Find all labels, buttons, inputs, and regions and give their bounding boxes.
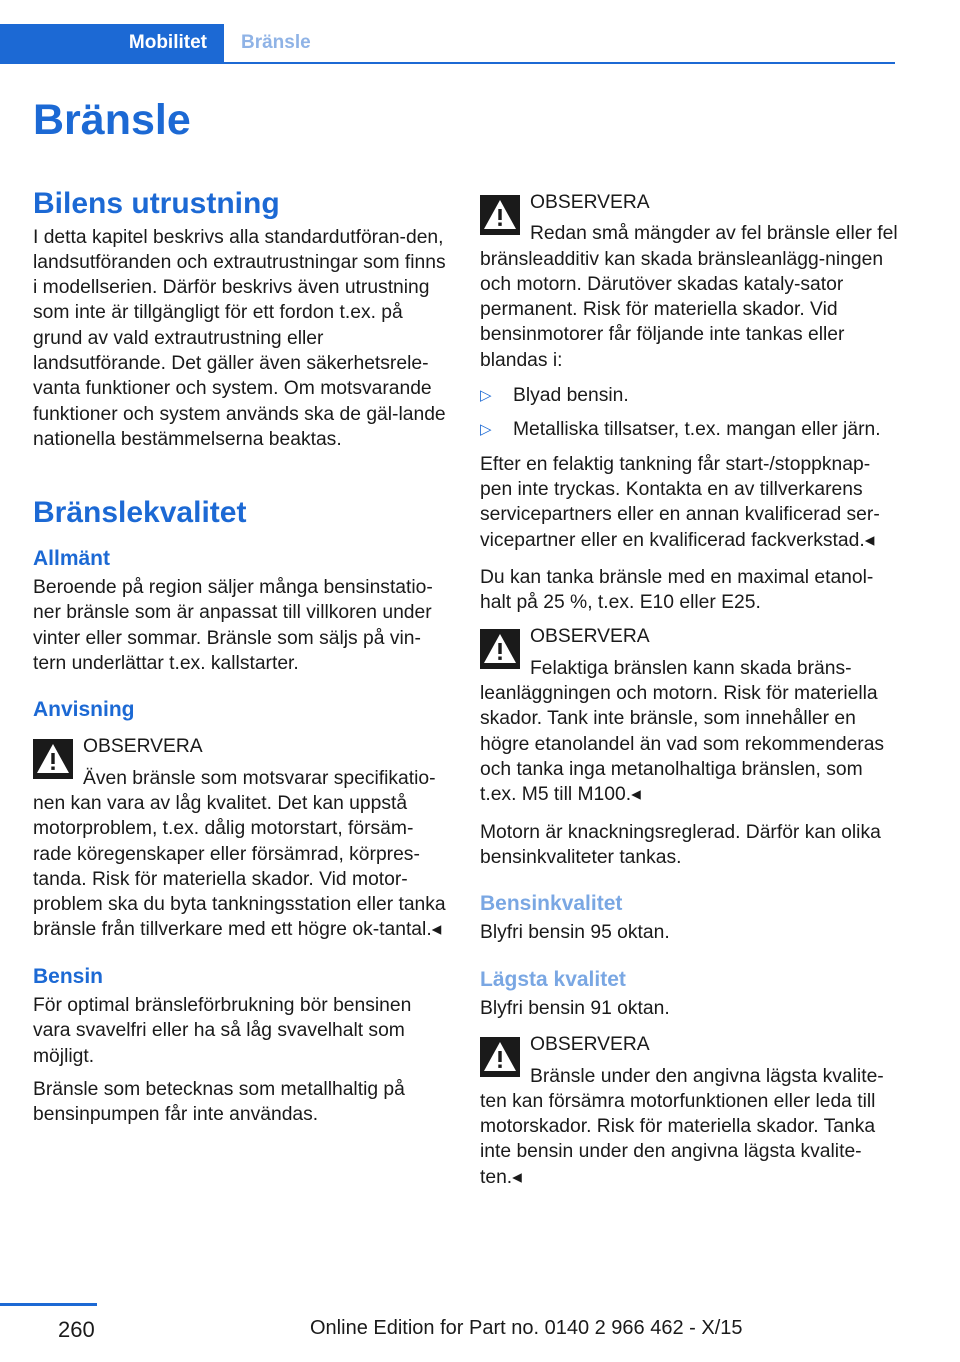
list-item-text: Metalliska tillsatser, t.ex. mangan eller järn. xyxy=(513,419,881,441)
paragraph-bensinkvalitet: Blyfri bensin 95 oktan. xyxy=(480,922,670,944)
right-column xyxy=(480,187,900,1190)
warning-title: OBSERVERA xyxy=(530,1034,650,1056)
triangle-bullet-icon: ▷ xyxy=(480,387,492,405)
footer-divider xyxy=(0,1303,97,1306)
triangle-bullet-icon: ▷ xyxy=(480,421,492,439)
paragraph-lagsta-kvalitet: Blyfri bensin 91 oktan. xyxy=(480,997,670,1019)
warning-box xyxy=(480,1029,900,1190)
left-column xyxy=(33,185,451,1127)
warning-text: Bränsle under den angivna lägsta kvalite-ten kan försämra motorfunktionen eller leda till motorskador. Risk för materiella skador. Tanka inte bensin under den angivna lägsta kvalite-ten.◂ xyxy=(480,1065,884,1188)
paragraph-allmant: Beroende på region säljer många bensinstatio-ner bränsle som är anpassat till villkoren under vinter eller sommar. Bränsle som säljs på vin-tern underlättar t.ex. kallstarter. xyxy=(33,576,433,674)
warning-box xyxy=(480,621,900,807)
paragraph-utrustning: I detta kapitel beskrivs alla standardutföran-den, landsutföranden och extrautrustningar som finns i modellserien. Därför beskrivs även utrustning som inte är tillgängligt för ett fordon t.ex. på grund av vald extrautrustning eller landsutförande. Det gäller även säkerhetsrele-vanta funktioner och system. Om motsvarande funktioner och system används ska de gäl-lande nationella bestämmelserna beaktas. xyxy=(33,226,446,450)
warning-triangle-icon xyxy=(33,739,73,779)
heading-anvisning: Anvisning xyxy=(33,698,135,722)
footer-edition: Online Edition for Part no. 0140 2 966 462 - X/15 xyxy=(310,1317,743,1339)
paragraph-bensin-1: För optimal bränsleförbrukning bör bensinen vara svavelfri eller ha så låg svavelhalt som möjligt. xyxy=(33,994,412,1067)
tab-bransle[interactable]: Bränsle xyxy=(241,32,311,53)
heading-lagsta-kvalitet: Lägsta kvalitet xyxy=(480,967,626,991)
warning-title: OBSERVERA xyxy=(83,736,203,758)
heading-bilens-utrustning: Bilens utrustning xyxy=(33,187,280,220)
warning-text: Redan små mängder av fel bränsle eller fel bränsleadditiv kan skada bränsleanlägg-ningen och motorn. Därutöver skadas kataly-sator permanent. Risk för materiella skador. Vid bensinmotorer får följande inte tankas eller blandas i: xyxy=(480,223,898,371)
bullet-list xyxy=(480,383,900,443)
page-number: 260 xyxy=(58,1317,95,1342)
heading-branslekvalitet: Bränslekvalitet xyxy=(33,496,247,530)
list-item xyxy=(480,417,900,442)
heading-allmant: Allmänt xyxy=(33,546,111,570)
paragraph-bensin-2: Bränsle som betecknas som metallhaltig på bensinpumpen får inte användas. xyxy=(33,1078,405,1126)
warning-box xyxy=(33,731,451,942)
warning-title: OBSERVERA xyxy=(530,192,650,213)
header-bar xyxy=(0,24,895,64)
tab-mobilitet[interactable]: Mobilitet xyxy=(0,24,224,62)
warning-triangle-icon xyxy=(480,629,520,669)
heading-bensin: Bensin xyxy=(33,964,104,988)
warning-title: OBSERVERA xyxy=(530,626,650,648)
list-item-text: Blyad bensin. xyxy=(513,385,629,407)
paragraph-etanol: Du kan tanka bränsle med en maximal etanol-halt på 25 %, t.ex. E10 eller E25. xyxy=(480,566,874,614)
list-item xyxy=(480,383,900,408)
heading-bensinkvalitet: Bensinkvalitet xyxy=(480,892,623,916)
warning-triangle-icon xyxy=(480,1037,520,1077)
warning-text: Även bränsle som motsvarar specifikatio-nen kan vara av låg kvalitet. Det kan uppstå motorproblem, t.ex. dålig motorstart, försäm-rade köregenskaper eller försämrad, körpres-tanda. Risk för materiella skador. Vid motor-problem ska du byta tankningsstation eller tanka bränsle från tillverkare med ett högre ok-tantal.◂ xyxy=(33,767,446,941)
page-title: Bränsle xyxy=(33,96,191,144)
paragraph-efter: Efter en felaktig tankning får start-/stoppknap-pen inte tryckas. Kontakta en av tillverkarens servicepartners eller en annan kvalificerad ser-vicepartner eller en kvalificerad fackverkstad.◂ xyxy=(480,453,880,551)
warning-box xyxy=(480,187,900,373)
paragraph-knackning: Motorn är knackningsreglerad. Därför kan olika bensinkvaliteter tankas. xyxy=(480,821,881,868)
warning-triangle-icon xyxy=(480,195,520,235)
warning-text: Felaktiga bränslen kann skada bräns-leanläggningen och motorn. Risk för materiella skador. Tank inte bränsle, som innehåller en högre etanolandel än vad som rekommenderas och tanka inga metanolhaltiga bränslen, som t.ex. M5 till M100.◂ xyxy=(480,657,885,806)
